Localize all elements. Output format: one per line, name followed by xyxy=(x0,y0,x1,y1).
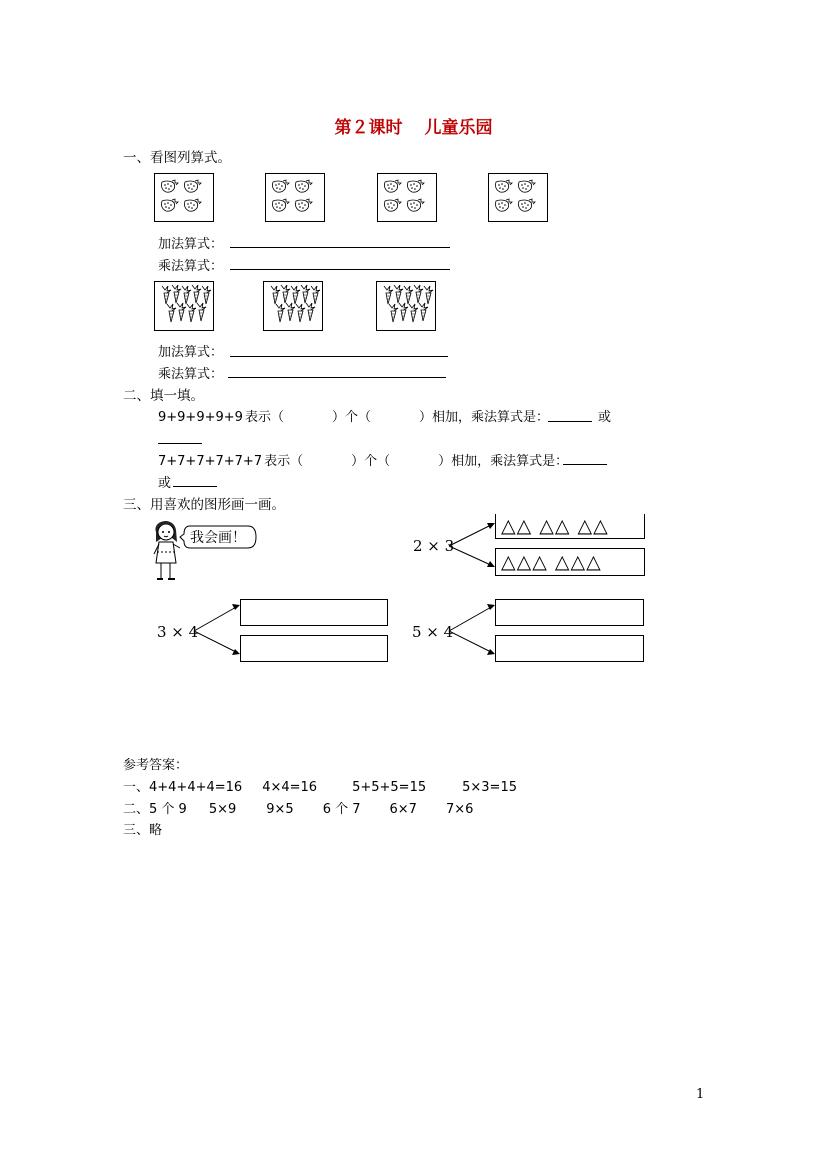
example-arrows xyxy=(449,520,499,580)
multiplication-label-2: 乘法算式： xyxy=(158,367,224,382)
answers-line-3: 三、略 xyxy=(123,823,163,838)
carrot-group-icon xyxy=(377,284,435,328)
multiplication-answer-line-2[interactable] xyxy=(228,377,446,378)
carrot-picture xyxy=(154,281,214,331)
multiplication-label-1: 乘法算式： xyxy=(158,259,224,274)
task1-drawing-box-2[interactable] xyxy=(240,635,388,662)
section2-heading: 二、填一填。 xyxy=(123,388,204,404)
task1-drawing-box-1[interactable] xyxy=(240,599,388,626)
answer-1d: 5×3=15 xyxy=(462,780,517,795)
example-box-2 xyxy=(495,548,645,576)
answer-2f: 7×6 xyxy=(445,802,474,817)
q2-answer-line-a[interactable] xyxy=(563,464,607,465)
carrot-group-icon xyxy=(264,284,322,328)
section3-heading: 三、用喜欢的图形画一画。 xyxy=(123,497,285,513)
answer-2d: 6 个 7 xyxy=(322,802,361,817)
addition-answer-line-2[interactable] xyxy=(230,356,448,357)
example-expression-label: 2 × 3 xyxy=(413,537,455,555)
q1-text-represents: 表示（ xyxy=(244,410,284,425)
strawberry-picture xyxy=(488,173,548,222)
carrot-picture xyxy=(376,281,436,331)
q2-text-of: ）个（ xyxy=(351,454,391,469)
task1-arrows xyxy=(194,598,244,664)
answer-2e: 6×7 xyxy=(389,802,417,817)
q1-or: 或 xyxy=(598,410,612,425)
q2-expression: 7+7+7+7+7+7 xyxy=(158,454,263,469)
q1-answer-line-b[interactable] xyxy=(158,443,202,444)
strawberry-group-icon xyxy=(491,177,547,219)
q2-answer-line-b[interactable] xyxy=(173,486,217,487)
answer-1b: 4×4=16 xyxy=(262,780,318,795)
section1-heading: 一、看图列算式。 xyxy=(123,150,231,166)
addition-label-2: 加法算式： xyxy=(158,345,224,360)
addition-answer-line-1[interactable] xyxy=(230,247,450,248)
q2-text-add: ）相加，乘法算式是： xyxy=(438,454,569,469)
answer-2c: 9×5 xyxy=(266,802,294,817)
answer-1a: 一、4+4+4+4=16 xyxy=(123,780,243,795)
q1-answer-line-a[interactable] xyxy=(548,421,592,422)
answers-line-2 xyxy=(123,798,473,817)
answer-1c: 5+5+5=15 xyxy=(352,780,427,795)
example-row1-triangles: △△ △△ △△ xyxy=(501,515,609,537)
strawberry-group-icon xyxy=(380,177,436,219)
multiplication-answer-line-1[interactable] xyxy=(230,269,450,270)
task2-expression-label: 5 × 4 xyxy=(412,623,454,641)
strawberry-group-icon xyxy=(268,177,324,219)
q2-text-represents: 表示（ xyxy=(264,454,304,469)
task2-drawing-box-2[interactable] xyxy=(495,635,644,662)
addition-label-1: 加法算式： xyxy=(158,237,224,252)
lesson-topic: 儿童乐园 xyxy=(424,118,493,138)
page-number: 1 xyxy=(696,1087,705,1102)
page-title xyxy=(0,113,827,138)
fill-question-2 xyxy=(158,450,568,469)
answer-2b: 5×9 xyxy=(208,802,237,817)
answers-heading: 参考答案： xyxy=(123,758,189,773)
task2-arrows xyxy=(449,598,499,664)
strawberry-group-icon xyxy=(157,177,213,219)
task2-drawing-box-1[interactable] xyxy=(495,599,644,626)
answer-2a: 二、5 个 9 xyxy=(123,802,187,817)
q1-text-of: ）个（ xyxy=(331,410,371,425)
task1-expression-label: 3 × 4 xyxy=(157,623,199,641)
q1-text-add: ）相加，乘法算式是： xyxy=(418,410,549,425)
strawberry-picture xyxy=(154,173,214,222)
strawberry-picture xyxy=(265,173,325,222)
carrot-picture xyxy=(263,281,323,331)
example-box-1 xyxy=(495,514,645,539)
example-row2-triangles: △△△ △△△ xyxy=(501,551,602,573)
lesson-number: 第２课时 xyxy=(334,118,403,138)
q2-or: 或 xyxy=(158,476,172,491)
q1-expression: 9+9+9+9+9 xyxy=(158,410,243,425)
speech-bubble-text: 我会画！ xyxy=(190,530,246,546)
fill-question-1 xyxy=(158,406,549,425)
strawberry-picture xyxy=(377,173,437,222)
carrot-group-icon xyxy=(155,284,213,328)
answers-line-1 xyxy=(123,776,517,795)
